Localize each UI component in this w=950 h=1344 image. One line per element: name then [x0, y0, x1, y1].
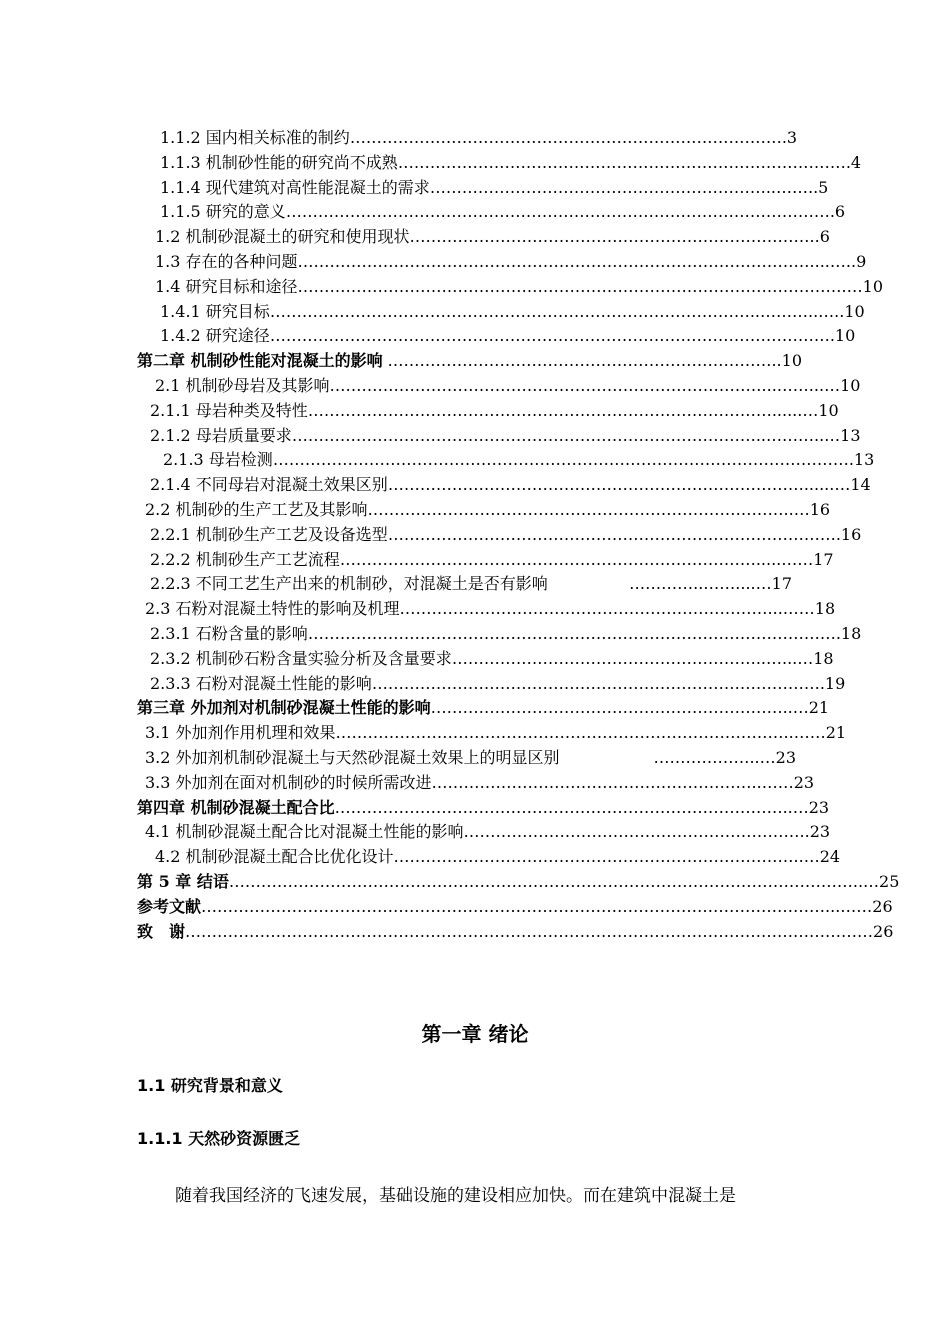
- toc-entry-leader: [297, 249, 867, 274]
- toc-entry[interactable]: [150, 472, 871, 497]
- toc-entry-page-number: ..……23: [751, 772, 815, 792]
- toc-entry-title: 1.1.2 国内相关标准的制约: [160, 128, 350, 147]
- toc-entry-title: 2.3.1 石粉含量的影响: [150, 624, 308, 643]
- toc-entry-title: 2.1.2 母岩质量要求: [150, 425, 292, 445]
- toc-entry-leader: [272, 447, 875, 472]
- toc-entry-title: 2.2 机制砂的生产工艺及其影响: [145, 500, 368, 519]
- toc-entry-page-number: ….19: [803, 673, 846, 693]
- toc-entry[interactable]: [137, 695, 830, 720]
- toc-entry[interactable]: [160, 323, 856, 348]
- toc-entry-page-number: ..…23: [782, 797, 830, 817]
- toc-leader-dots: …………: [629, 574, 694, 594]
- toc-entry-leader: [367, 497, 831, 522]
- toc-entry-title: 3.3 外加剂在面对机制砂的时候所需改进: [145, 772, 432, 792]
- toc-leader-dots: …………………………………………………………………………………………: [272, 450, 817, 470]
- toc-entry-leader: [185, 919, 894, 944]
- toc-entry[interactable]: [150, 571, 792, 596]
- toc-entry-page-number: ……....…..9: [777, 252, 867, 271]
- toc-leader-dots: ………………………………………………………………………: [307, 400, 740, 420]
- toc-entry-leader: [430, 695, 830, 720]
- toc-entry-leader: [387, 472, 871, 497]
- toc-entry[interactable]: [160, 299, 865, 324]
- toc-entry-leader: [409, 224, 830, 249]
- toc-entry-leader: [397, 150, 862, 175]
- toc-entry-leader: [334, 795, 830, 820]
- toc-entry-page-number: ..…25: [852, 872, 900, 891]
- toc-entry-leader: [329, 373, 861, 398]
- toc-leader-dots: ………………………………………………………: [429, 177, 766, 197]
- toc-entry-page-number: .4: [845, 152, 862, 172]
- toc-entry-leader: [560, 745, 796, 770]
- toc-entry[interactable]: [137, 919, 894, 944]
- toc-entry[interactable]: [163, 447, 875, 472]
- toc-entry[interactable]: [150, 671, 846, 696]
- toc-entry[interactable]: [137, 894, 893, 919]
- toc-entry-leader: [228, 869, 900, 894]
- toc-entry-page-number: ..………..…..10: [749, 301, 865, 321]
- toc-leader-dots: ………………………………………………………………………………: [269, 301, 750, 321]
- toc-entry-page-number: ……......…10: [739, 400, 839, 420]
- toc-entry[interactable]: [137, 869, 900, 894]
- toc-leader-dots: ………………………………………………………………………………………………………: [228, 872, 853, 891]
- toc-entry-title: 1.3 存在的各种问题: [155, 252, 298, 271]
- toc-entry-page-number: …..6: [793, 227, 830, 247]
- toc-leader-dots: …………………………………………………………………: [393, 847, 794, 867]
- toc-leader-dots: ………………………………………………………………: [409, 227, 794, 247]
- toc-entry[interactable]: [155, 224, 830, 249]
- toc-leader-dots: ………………………………………………………………………………: [297, 252, 778, 271]
- toc-entry-page-number: ..…...…18: [755, 648, 834, 668]
- toc-leader-dots: …………………………………………………………………………………………: [269, 326, 814, 346]
- toc-entry[interactable]: [145, 770, 815, 795]
- toc-leader-dots: ……………………………………………………: [463, 822, 784, 842]
- toc-leader-dots: ………………: [653, 748, 750, 767]
- toc-entry[interactable]: [137, 348, 802, 373]
- toc-entry-title: 2.1 机制砂母岩及其影响: [155, 376, 330, 395]
- toc-entry-leader: [371, 671, 846, 696]
- toc-entry-title: 3.1 外加剂作用机理和效果: [145, 723, 336, 743]
- chapter-title: 第一章 绪论: [421, 1022, 529, 1046]
- toc-entry-title: 1.4.2 研究途径: [160, 326, 270, 346]
- toc-entry-title: 致 谢: [137, 921, 186, 941]
- toc-entry-leader: [383, 348, 802, 373]
- toc-leader-dots: ………………………………………………………………………………: [297, 276, 778, 296]
- toc-entry-title: 第二章 机制砂性能对混凝土的影响: [137, 351, 383, 371]
- toc-entry-leader: [463, 819, 831, 844]
- toc-entry[interactable]: [150, 522, 862, 547]
- toc-entry[interactable]: [150, 621, 862, 646]
- toc-leader-dots: ………………………………………………………………………………………: [285, 202, 814, 222]
- toc-entry-page-number: …..23: [783, 822, 831, 842]
- toc-entry-leader: [349, 125, 798, 150]
- toc-entry-page-number: …….16: [803, 524, 862, 544]
- toc-entry-page-number: …….13: [816, 450, 875, 470]
- toc-leader-dots: ……………………………………………………………………: [367, 500, 784, 519]
- toc-entry[interactable]: [150, 547, 834, 572]
- toc-entry-page-number: ...……18: [767, 599, 836, 619]
- toc-entry-page-number: ..…24: [793, 847, 841, 867]
- toc-entry-title: 第三章 外加剂对机制砂混凝土性能的影响: [137, 698, 431, 718]
- toc-entry[interactable]: [137, 795, 830, 820]
- toc-leader-dots: ……………………………………………………………………………: [291, 425, 756, 445]
- toc-entry-title: 4.2 机制砂混凝土配合比优化设计: [155, 847, 394, 867]
- toc-leader-dots: …………………………………………………………………………: [397, 152, 846, 172]
- toc-entry-page-number: ..…16: [783, 500, 831, 519]
- toc-leader-dots: ………………………………………………………………………: [371, 673, 804, 693]
- toc-entry[interactable]: [155, 844, 841, 869]
- toc-entry-page-number: ...……26: [825, 896, 893, 916]
- toc-leader-dots: ………………………………………………………………: [349, 128, 734, 147]
- toc-entry[interactable]: [150, 398, 839, 423]
- toc-entry[interactable]: [145, 596, 836, 621]
- toc-entry-page-number: ……….3: [733, 128, 798, 147]
- toc-entry-leader: [451, 646, 834, 671]
- toc-entry-leader: [399, 596, 836, 621]
- toc-leader-dots: ………………………………………………………: [430, 698, 767, 718]
- toc-entry-page-number: ….6: [813, 202, 846, 222]
- toc-entry-page-number: ………….…10: [777, 276, 883, 296]
- toc-entry-title: 2.1.1 母岩种类及特性: [150, 400, 308, 420]
- toc-entry[interactable]: [155, 274, 883, 299]
- toc-entry[interactable]: [145, 497, 831, 522]
- toc-entry-title: 第四章 机制砂混凝土配合比: [137, 797, 335, 817]
- toc-leader-dots: ……………………………………………………………………: [339, 549, 756, 569]
- toc-entry-page-number: …..10: [755, 351, 802, 371]
- toc-entry-title: 1.2 机制砂混凝土的研究和使用现状: [155, 227, 410, 247]
- toc-entry-leader: [201, 894, 893, 919]
- toc-entry-leader: [285, 199, 846, 224]
- toc-entry-leader: [269, 323, 856, 348]
- toc-entry-title: 1.1.5 研究的意义: [160, 202, 286, 222]
- toc-entry[interactable]: [150, 646, 834, 671]
- toc-entry[interactable]: [145, 720, 847, 745]
- toc-entry-page-number: …….18: [803, 624, 862, 643]
- toc-entry-leader: [269, 299, 865, 324]
- toc-entry[interactable]: [155, 249, 867, 274]
- toc-leader-dots: …………………………………………………………………………: [334, 797, 783, 817]
- toc-entry-page-number: …..…21: [766, 698, 830, 718]
- toc-leader-dots: …………………………………………………………………………………: [307, 624, 804, 643]
- toc-entry-title: 1.4.1 研究目标: [160, 301, 270, 321]
- toc-leader-dots: ………………………………………………………………………: [329, 376, 762, 395]
- toc-entry-leader: [307, 398, 839, 423]
- toc-entry-title: 2.1.4 不同母岩对混凝土效果区别: [150, 475, 388, 495]
- toc-entry-title: 2.1.3 母岩检测: [163, 450, 273, 470]
- toc-entry-title: 3.2 外加剂机制砂混凝土与天然砂混凝土效果上的明显区别: [145, 748, 560, 767]
- toc-entry-page-number: 26: [873, 921, 894, 941]
- toc-entry-title: 2.3.2 机制砂石粉含量实验分析及含量要求: [150, 648, 452, 668]
- toc-entry-leader: [339, 547, 834, 572]
- toc-entry-title: 2.3.3 石粉对混凝土性能的影响: [150, 673, 372, 693]
- toc-entry[interactable]: [160, 199, 846, 224]
- toc-leader-dots: ………………………………………………………………………………………………………: [201, 896, 826, 916]
- toc-entry-title: 2.2.2 机制砂生产工艺流程: [150, 549, 340, 569]
- toc-entry[interactable]: [145, 745, 796, 770]
- toc-entry-page-number: ..……....…17: [693, 574, 792, 594]
- toc-leader-dots: ……………………………………………………………………: [387, 475, 804, 495]
- toc-entry-page-number: ….10: [813, 326, 856, 346]
- toc-entry-page-number: ..……..5: [765, 177, 829, 197]
- toc-entry-title: 参考文献: [137, 896, 202, 916]
- toc-leader-dots: …………………………………………………: [451, 648, 756, 668]
- toc-entry-leader: [431, 770, 815, 795]
- toc-entry-leader: [548, 571, 792, 596]
- toc-entry-title: 2.3 石粉对混凝土特性的影响及机理: [145, 599, 400, 619]
- toc-entry[interactable]: [155, 373, 861, 398]
- toc-entry[interactable]: [160, 125, 798, 150]
- toc-entry-title: 第 5 章 结语: [137, 872, 229, 891]
- section-heading-1-1-1: 1.1.1 天然砂资源匮乏: [137, 1129, 301, 1148]
- toc-entry-title: 1.1.3 机制砂性能的研究尚不成熟: [160, 152, 398, 172]
- toc-entry[interactable]: [160, 175, 829, 200]
- toc-entry-page-number: ..……21: [783, 723, 847, 743]
- toc-entry-title: 1.4 研究目标和途径: [155, 276, 298, 296]
- toc-entry-page-number: .....……17: [755, 549, 834, 569]
- toc-entry-leader: [393, 844, 841, 869]
- toc-leader-dots: ……………………………………………………………………: [387, 524, 804, 544]
- toc-entry-leader: [307, 621, 862, 646]
- toc-leader-dots: ……………………………………………………………: [387, 351, 756, 371]
- body-paragraph: 随着我国经济的飞速发展，基础设施的建设相应加快。而在建筑中混凝土是: [175, 1186, 736, 1206]
- toc-entry-title: 1.1.4 现代建筑对高性能混凝土的需求: [160, 177, 430, 197]
- toc-entry-leader: [335, 720, 847, 745]
- toc-leader-dots: …………………………………………………………………………………………………………………: [185, 921, 874, 941]
- toc-entry-page-number: ..………..…13: [755, 425, 861, 445]
- toc-leader-dots: …………………………………………………………………………: [335, 723, 784, 743]
- toc-leader-dots: ……………………………………………………: [431, 772, 752, 792]
- toc-entry-title: 2.2.1 机制砂生产工艺及设备选型: [150, 524, 388, 544]
- toc-entry-page-number: ......…14: [803, 475, 871, 495]
- toc-entry[interactable]: [150, 423, 861, 448]
- toc-entry[interactable]: [145, 819, 831, 844]
- toc-entry-title: 2.2.3 不同工艺生产出来的机制砂，对混凝土是否有影响: [150, 574, 548, 594]
- toc-entry-leader: [387, 522, 862, 547]
- toc-entry-page-number: ...……...…10: [761, 376, 861, 395]
- toc-entry-title: 4.1 机制砂混凝土配合比对混凝土性能的影响: [145, 822, 464, 842]
- toc-entry[interactable]: [160, 150, 862, 175]
- toc-entry-leader: [291, 423, 861, 448]
- toc-entry-leader: [429, 175, 829, 200]
- toc-entry-page-number: ..…23: [749, 748, 796, 767]
- section-heading-1-1: 1.1 研究背景和意义: [137, 1076, 283, 1095]
- toc-leader-dots: ……………………………………………………………: [399, 599, 768, 619]
- toc-entry-leader: [297, 274, 883, 299]
